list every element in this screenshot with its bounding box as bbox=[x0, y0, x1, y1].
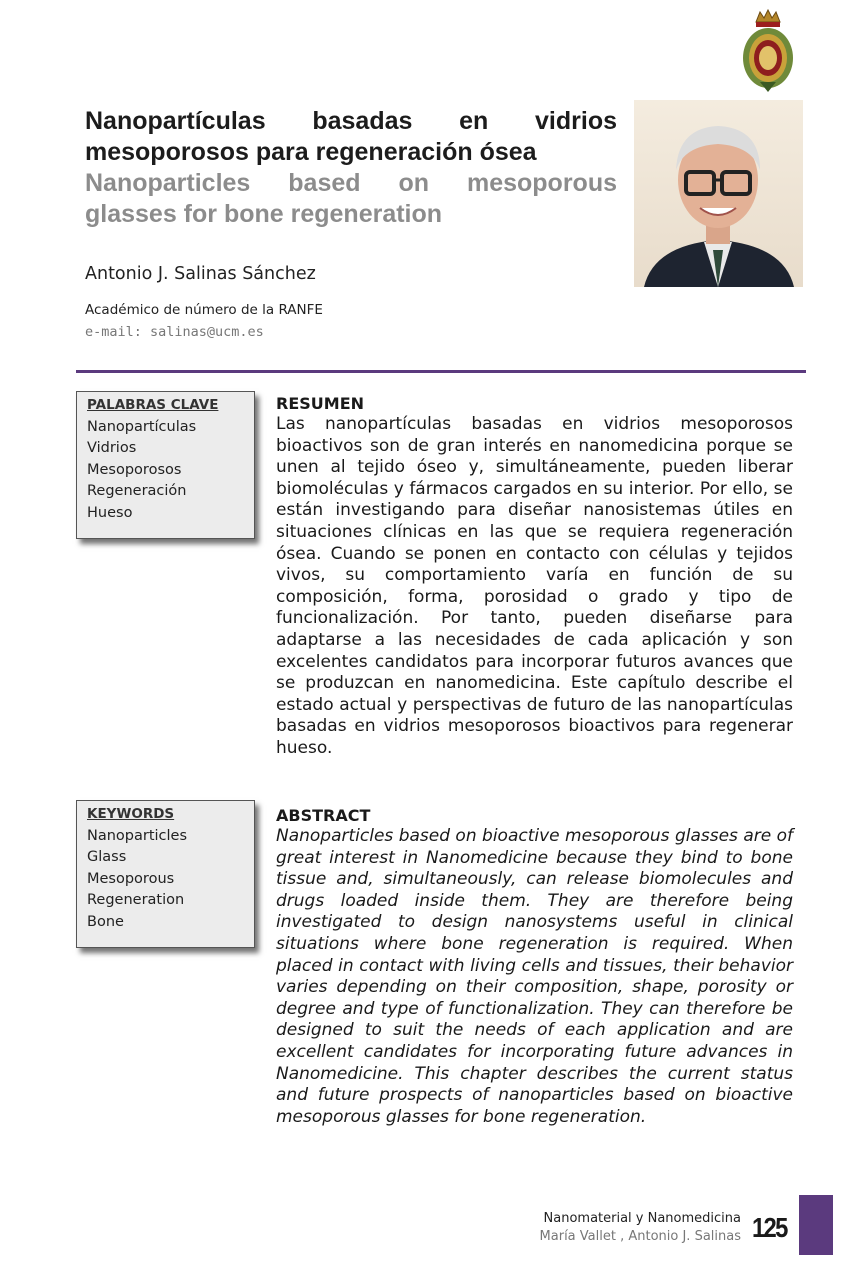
title-spanish: Nanopartículas basadas en vidrios mesoporosos para regeneración ósea bbox=[85, 107, 617, 166]
resumen-heading: RESUMEN bbox=[276, 394, 365, 413]
title-english: Nanoparticles based on mesoporous glasses for bone regeneration bbox=[85, 169, 617, 228]
page-footer bbox=[540, 1210, 741, 1246]
keyword-item: Nanoparticles bbox=[87, 827, 188, 844]
keyword-item: Regeneration bbox=[87, 892, 185, 908]
footer-editors: María Vallet , Antonio J. Salinas bbox=[539, 1229, 741, 1244]
resumen-text: Las nanopartículas basadas en vidrios mesoporosos bioactivos son de gran interés en nanomedicina porque se unen al tejido óseo y, simultáneamente, pueden liberar biomoléculas y fármacos cargados en su interior. Por ello, se están investigando para diseñar nanosistemas útiles en situaciones clínicas en las que se requiera regeneración ósea. Cuando se ponen en contacto con células y tejidos vivos, su comportamiento varía en función de su composición, forma, porosidad o grado y tipo de funcionalización. Por tanto, pueden diseñarse para adaptarse a las necesidades de cada aplicación y son excelentes candidatos para incorporar futuros avances que se produzcan en nanomedicina. Este capítulo describe el estado actual y perspectivas de futuro de las nanopartículas basadas en vidrios mesoporosos bioactivos para regenerar hueso. bbox=[276, 414, 793, 758]
keyword-item: Glass bbox=[87, 849, 127, 865]
footer-book-title: Nanomaterial y Nanomedicina bbox=[543, 1211, 741, 1226]
abstract-heading: ABSTRACT bbox=[276, 806, 371, 825]
author-affiliation: Académico de número de la RANFE bbox=[85, 302, 323, 318]
keyword-item: Vidrios bbox=[87, 440, 137, 456]
page-tab-marker bbox=[799, 1195, 833, 1255]
keyword-item: Mesoporous bbox=[87, 870, 175, 887]
keyword-item: Regeneración bbox=[87, 483, 187, 499]
keywords-box-english bbox=[76, 800, 255, 948]
section-divider bbox=[76, 370, 806, 373]
keywords-box-spanish bbox=[76, 391, 255, 539]
academy-crest-icon bbox=[738, 8, 798, 93]
keyword-item: Bone bbox=[87, 913, 124, 930]
author-name: Antonio J. Salinas Sánchez bbox=[85, 264, 316, 284]
abstract-text: Nanoparticles based on bioactive mesoporous glasses are of great interest in Nanomedicine because they bind to bone tissue and, simultaneously, can release biomolecules and drugs loaded inside them. They are therefore being investigated to design nanosystems useful in clinical situations where bone regeneration is required. When placed in contact with living cells and tissues, their behavior varies depending on their composition, shape, porosity or degree and type of functionalization. They can therefore be designed to suit the needs of each application and are excellent candidates for incorporating future advances in Nanomedicine. This chapter describes the current status and future prospects of nanoparticles based on bioactive mesoporous glasses for bone regeneration. bbox=[276, 826, 793, 1127]
author-email: e-mail: salinas@ucm.es bbox=[85, 324, 264, 340]
keywords-heading: KEYWORDS bbox=[87, 806, 175, 822]
page-number: 125 bbox=[752, 1212, 787, 1243]
resumen-section bbox=[276, 394, 793, 760]
abstract-section bbox=[276, 806, 793, 1128]
keywords-heading: PALABRAS CLAVE bbox=[87, 397, 219, 413]
keyword-item: Hueso bbox=[87, 504, 133, 521]
author-photo bbox=[634, 100, 803, 287]
keyword-item: Mesoporosos bbox=[87, 461, 182, 478]
keyword-item: Nanopartículas bbox=[87, 418, 197, 435]
